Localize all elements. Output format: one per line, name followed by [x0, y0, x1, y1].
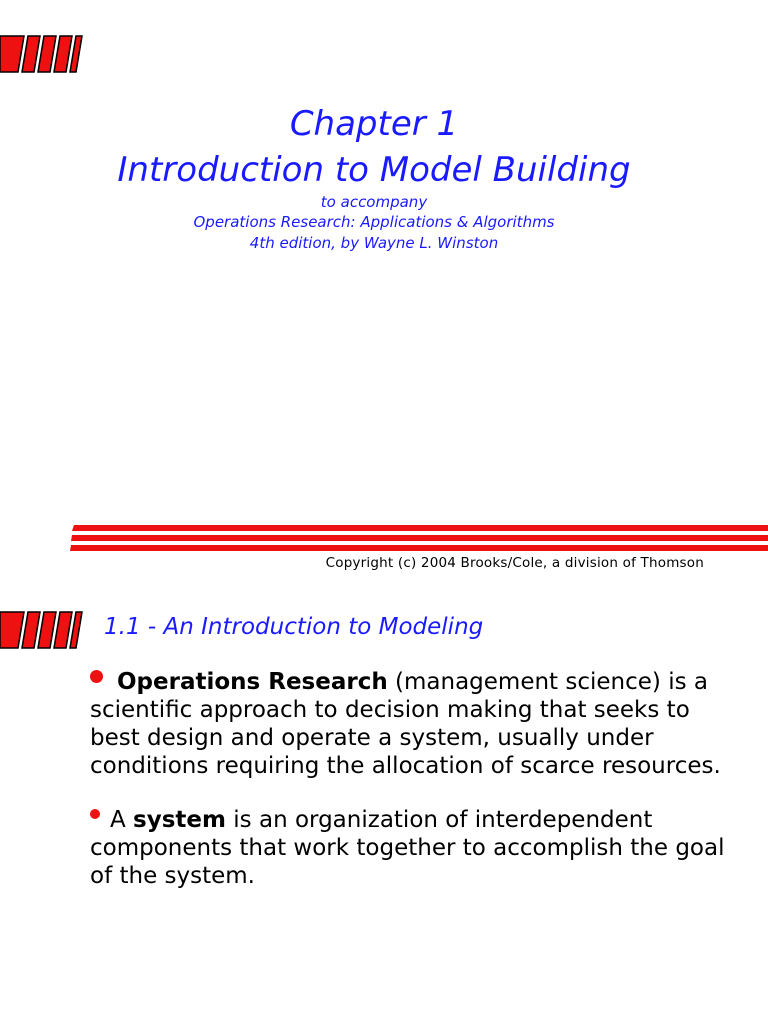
bullet-dot-icon — [90, 809, 100, 819]
subtitle-line-3: 4th edition, by Wayne L. Winston — [249, 234, 499, 252]
section-title: 1.1 - An Introduction to Modeling — [104, 614, 484, 640]
red-bars-logo — [0, 608, 84, 650]
bullet-dot-icon — [90, 670, 103, 683]
bullet-term: system — [133, 807, 226, 833]
subtitle-line-2: Operations Research: Applications & Algorithms — [193, 213, 555, 231]
bullet-text: is an organization of interdependent components that work together to accomplish the goal of the system. — [90, 807, 725, 889]
red-stripes-divider — [68, 522, 768, 554]
bullet-text: (management science) is a scientific approach to decision making that seeks to best design and operate a system, usually under conditions requiring the allocation of scarce resources. — [90, 669, 721, 779]
bullet-term: Operations Research — [117, 669, 388, 695]
subtitle-line-1: to accompany — [320, 193, 428, 211]
copyright-notice: Copyright (c) 2004 Brooks/Cole, a division of Thomson — [325, 555, 704, 571]
bullet-item — [90, 806, 730, 890]
bullet-item — [90, 668, 730, 780]
content-slide — [0, 580, 768, 1024]
bullet-list — [90, 668, 730, 890]
chapter-label: Chapter 1 — [289, 104, 459, 144]
slide-title: Introduction to Model Building — [117, 150, 631, 190]
red-bars-logo — [0, 32, 84, 74]
bullet-prefix: A — [110, 807, 134, 833]
